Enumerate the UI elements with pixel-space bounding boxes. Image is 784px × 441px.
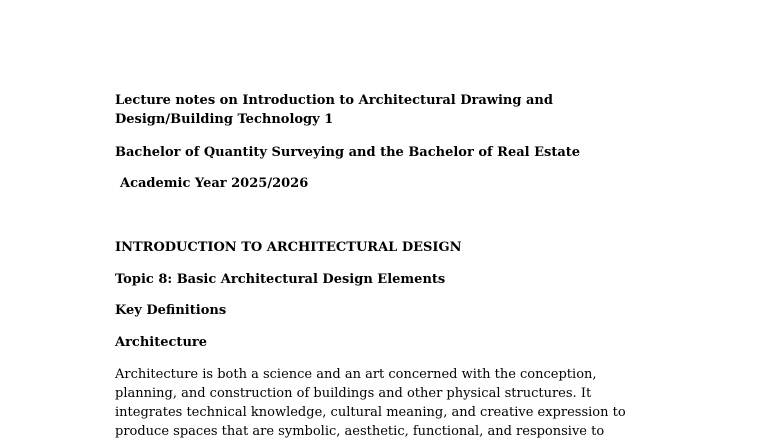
lecture-title-line-1: Lecture notes on Introduction to Architectural Drawing and	[115, 93, 553, 108]
paragraph-line: Architecture is both a science and an art concerned with the conception,	[115, 367, 597, 382]
paragraph-line: integrates technical knowledge, cultural meaning, and creative expression to	[115, 405, 626, 420]
section-heading: INTRODUCTION TO ARCHITECTURAL DESIGN	[115, 240, 462, 255]
programme-line: Bachelor of Quantity Surveying and the Bachelor of Real Estate	[115, 145, 581, 160]
paragraph-line: planning, and construction of buildings and other physical structures. It	[115, 386, 592, 401]
key-definitions-heading: Key Definitions	[115, 303, 227, 318]
term-heading: Architecture	[115, 335, 208, 350]
topic-heading: Topic 8: Basic Architectural Design Elements	[115, 272, 446, 287]
lecture-title-line-2: Design/Building Technology 1	[115, 112, 334, 127]
academic-year: Academic Year 2025/2026	[120, 176, 309, 191]
paragraph-line: produce spaces that are symbolic, aesthetic, functional, and responsive to	[115, 424, 605, 439]
